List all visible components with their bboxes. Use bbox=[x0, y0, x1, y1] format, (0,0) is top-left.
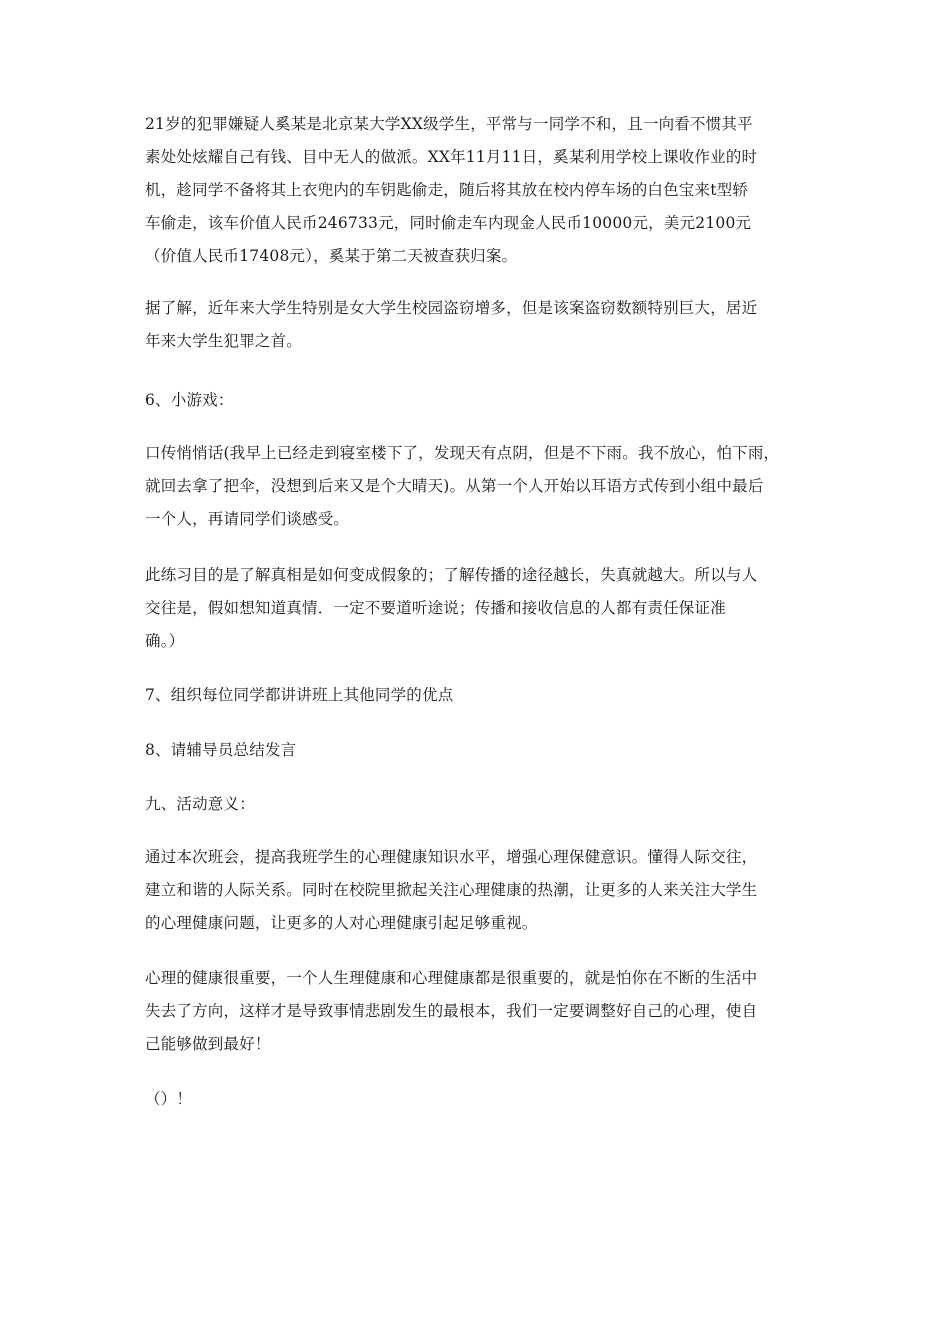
text-line: 一个人，再请同学们谈感受。 bbox=[145, 510, 350, 528]
section-heading-game bbox=[145, 384, 835, 417]
paragraph-conclusion bbox=[145, 962, 835, 1061]
paragraph-game-purpose bbox=[145, 559, 835, 658]
text-line: 素处处炫耀自己有钱、目中无人的做派。XX年11月11日，奚某利用学校上课收作业的时 bbox=[145, 148, 758, 166]
section-heading-significance bbox=[145, 788, 835, 821]
paragraph-game-description bbox=[145, 437, 835, 536]
text-line: 失去了方向，这样才是导致事情悲剧发生的最根本，我们一定要调整好自己的心理，使自 bbox=[145, 1002, 758, 1020]
text-line: 己能够做到最好！ bbox=[145, 1035, 271, 1053]
text-line: 6、小游戏： bbox=[145, 391, 234, 409]
text-line: 口传悄悄话(我早上已经走到寝室楼下了，发现天有点阴，但是不下雨。我不放心，怕下雨， bbox=[145, 444, 780, 462]
text-line: 8、请辅导员总结发言 bbox=[145, 741, 297, 759]
paragraph-significance bbox=[145, 841, 835, 940]
text-line: 确。） bbox=[145, 632, 185, 650]
text-line: （）！ bbox=[145, 1090, 193, 1108]
text-line: 据了解，近年来大学生特别是女大学生校园盗窃增多，但是该案盗窃数额特别巨大，居近 bbox=[145, 299, 758, 317]
section-heading-item-8 bbox=[145, 734, 835, 767]
text-line: 21岁的犯罪嫌疑人奚某是北京某大学XX级学生，平常与一同学不和，且一向看不惯其平 bbox=[145, 115, 753, 133]
text-line: （价值人民币17408元），奚某于第二天被查获归案。 bbox=[145, 247, 518, 265]
text-line: 车偷走，该车价值人民币246733元，同时偷走车内现金人民币10000元，美元2100元 bbox=[145, 214, 752, 232]
text-line: 建立和谐的人际关系。同时在校院里掀起关注心理健康的热潮，让更多的人来关注大学生 bbox=[145, 881, 758, 899]
text-line: 年来大学生犯罪之首。 bbox=[145, 332, 303, 350]
text-line: 九、活动意义： bbox=[145, 795, 255, 813]
text-line: 交往是，假如想知道真情．一定不要道听途说；传播和接收信息的人都有责任保证准 bbox=[145, 599, 726, 617]
text-line: 通过本次班会，提高我班学生的心理健康知识水平，增强心理保健意识。懂得人际交往， bbox=[145, 848, 758, 866]
section-heading-item-7 bbox=[145, 679, 835, 712]
paragraph-case-description bbox=[145, 108, 835, 273]
paragraph-closing-mark bbox=[145, 1083, 835, 1116]
text-line: 心理的健康很重要，一个人生理健康和心理健康都是很重要的，就是怕你在不断的生活中 bbox=[145, 969, 758, 987]
text-line: 此练习目的是了解真相是如何变成假象的；了解传播的途径越长，失真就越大。所以与人 bbox=[145, 566, 758, 584]
text-line: 的心理健康问题，让更多的人对心理健康引起足够重视。 bbox=[145, 914, 538, 932]
text-line: 机，趁同学不备将其上衣兜内的车钥匙偷走，随后将其放在校内停车场的白色宝来t型轿 bbox=[145, 181, 749, 199]
text-line: 7、组织每位同学都讲讲班上其他同学的优点 bbox=[145, 686, 454, 704]
text-line: 就回去拿了把伞，没想到后来又是个大晴天)。从第一个人开始以耳语方式传到小组中最后 bbox=[145, 477, 764, 495]
paragraph-case-commentary bbox=[145, 292, 835, 358]
